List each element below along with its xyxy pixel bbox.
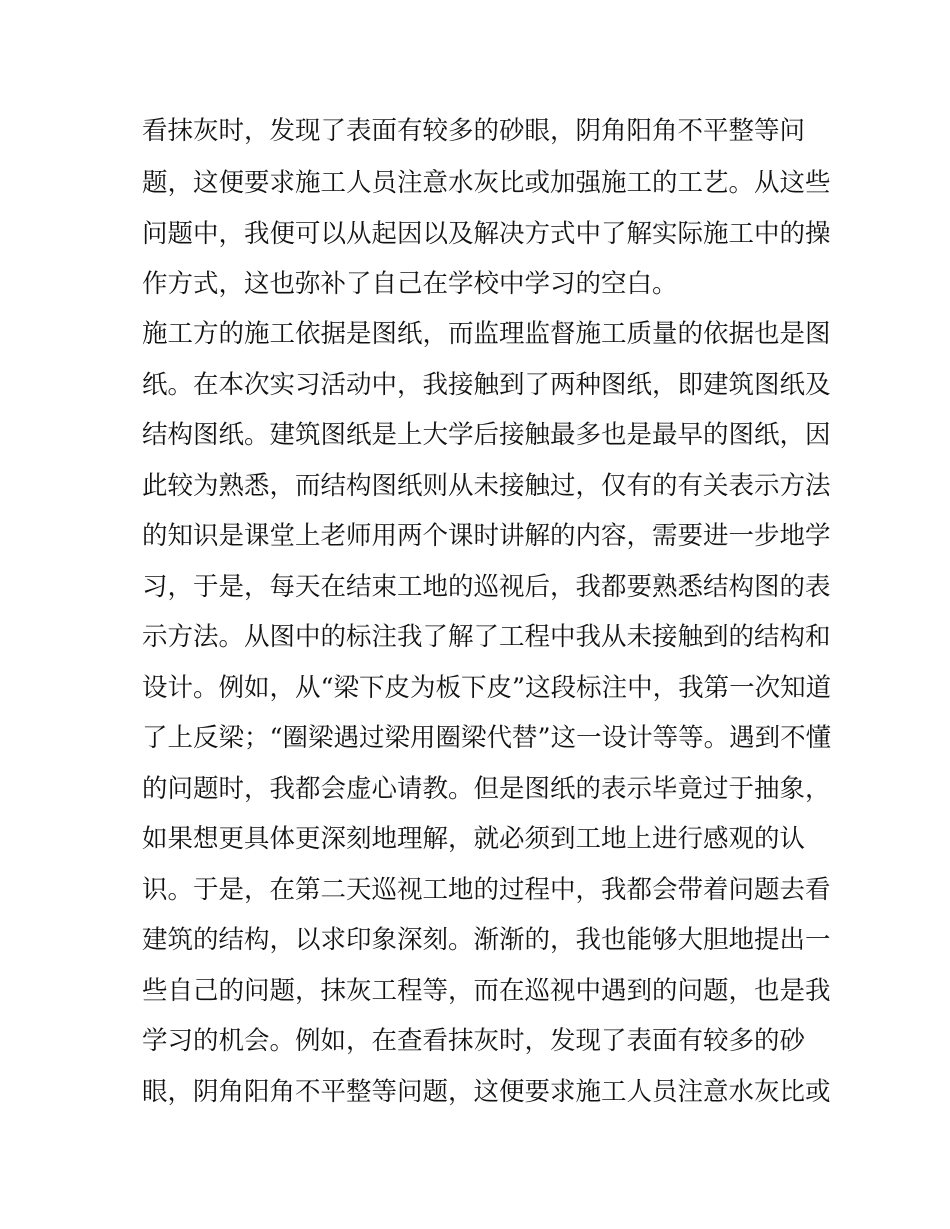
text-line: 眼，阴角阳角不平整等问题，这便要求施工人员注意水灰比或	[142, 1077, 831, 1107]
text-line: 习，于是，每天在结束工地的巡视后，我都要熟悉结构图的表	[142, 572, 831, 602]
text-line: 作方式，这也弥补了自己在学校中学习的空白。	[142, 269, 678, 299]
text-line: 建筑的结构，以求印象深刻。渐渐的，我也能够大胆地提出一	[142, 925, 831, 955]
text-line: 题，这便要求施工人员注意水灰比或加强施工的工艺。从这些	[142, 168, 831, 198]
text-line: 设计。例如，从“梁下皮为板下皮”这段标注中，我第一次知道	[142, 673, 832, 703]
text-line: 问题中，我便可以从起因以及解决方式中了解实际施工中的操	[142, 219, 831, 249]
text-line: 的知识是课堂上老师用两个课时讲解的内容，需要进一步地学	[142, 521, 831, 551]
text-line: 看抹灰时，发现了表面有较多的砂眼，阴角阳角不平整等问	[142, 116, 806, 146]
text-line: 学习的机会。例如，在查看抹灰时，发现了表面有较多的砂	[142, 1026, 806, 1056]
text-line: 结构图纸。建筑图纸是上大学后接触最多也是最早的图纸，因	[142, 420, 831, 450]
text-line: 纸。在本次实习活动中，我接触到了两种图纸，即建筑图纸及	[142, 370, 831, 400]
text-line: 施工方的施工依据是图纸，而监理监督施工质量的依据也是图	[142, 319, 831, 349]
text-line: 识。于是，在第二天巡视工地的过程中，我都会带着问题去看	[142, 875, 831, 905]
text-line: 些自己的问题，抹灰工程等，而在巡视中遇到的问题，也是我	[142, 976, 831, 1006]
text-line: 示方法。从图中的标注我了解了工程中我从未接触到的结构和	[142, 622, 831, 652]
text-line: 如果想更具体更深刻地理解，就必须到工地上进行感观的认	[142, 824, 806, 854]
text-line: 了上反梁；“圈梁遇过梁用圈梁代替”这一设计等等。遇到不懂	[142, 723, 832, 753]
text-line: 此较为熟悉，而结构图纸则从未接触过，仅有的有关表示方法	[142, 471, 831, 501]
text-line: 的问题时，我都会虚心请教。但是图纸的表示毕竟过于抽象，	[142, 774, 831, 804]
